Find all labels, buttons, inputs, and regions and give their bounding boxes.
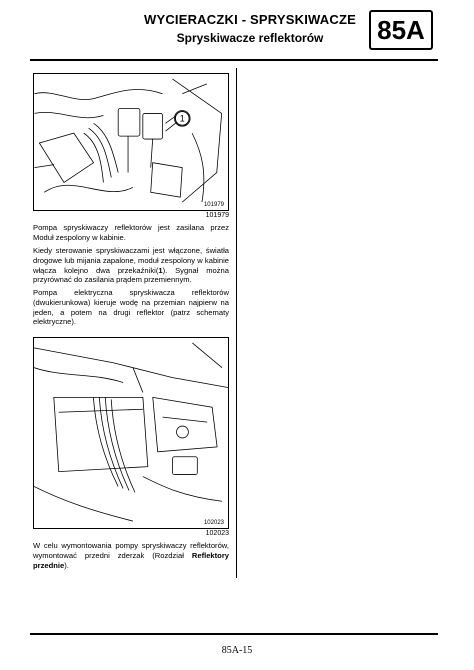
figure1-inner-ref: 101979 xyxy=(203,202,224,208)
paragraph-pump-direction: Pompa elektryczna spryskiwacza reflektorów (dwukierunkowa) kieruje wodę na przemian najpierw na jeden, a potem na drugi reflektor (patrz schematy elektryczne). xyxy=(33,288,229,327)
figure2-number: 102023 xyxy=(205,530,229,537)
chapter-badge: 85A xyxy=(369,10,433,50)
paragraph-power-supply: Pompa spryskiwaczy reflektorów jest zasilana przez Moduł zespolony w kabinie. xyxy=(33,223,229,242)
figure-pump xyxy=(33,337,229,529)
pump-illustration xyxy=(34,338,228,528)
column-divider xyxy=(236,68,237,578)
paragraph-removal: W celu wymontowania pompy spryskiwaczy reflektorów, wymontować przedni zderzak (Rozdział Reflektory przednie). xyxy=(33,541,229,570)
page-number: 85A-15 xyxy=(221,645,253,656)
paragraph-relay-operation: Kiedy sterowanie spryskiwaczami jest włączone, światła drogowe lub mijania zapalone, moduł zespolony w kabinie włącza kolejno dwa przekaźniki(1). Sygnał można przyrównać do zasilania prądem przemiennym. xyxy=(33,246,229,285)
footer-rule xyxy=(30,633,438,635)
header-rule xyxy=(30,59,438,61)
header-subtitle: Spryskiwacze reflektorów xyxy=(176,31,324,45)
figure1-number: 101979 xyxy=(205,212,229,219)
figure1-callout: 1 xyxy=(179,113,185,124)
figure2-inner-ref: 102023 xyxy=(203,520,224,526)
figure-relays xyxy=(33,73,229,211)
header-title: WYCIERACZKI - SPRYSKIWACZE xyxy=(143,12,356,27)
relays-illustration xyxy=(34,74,228,210)
